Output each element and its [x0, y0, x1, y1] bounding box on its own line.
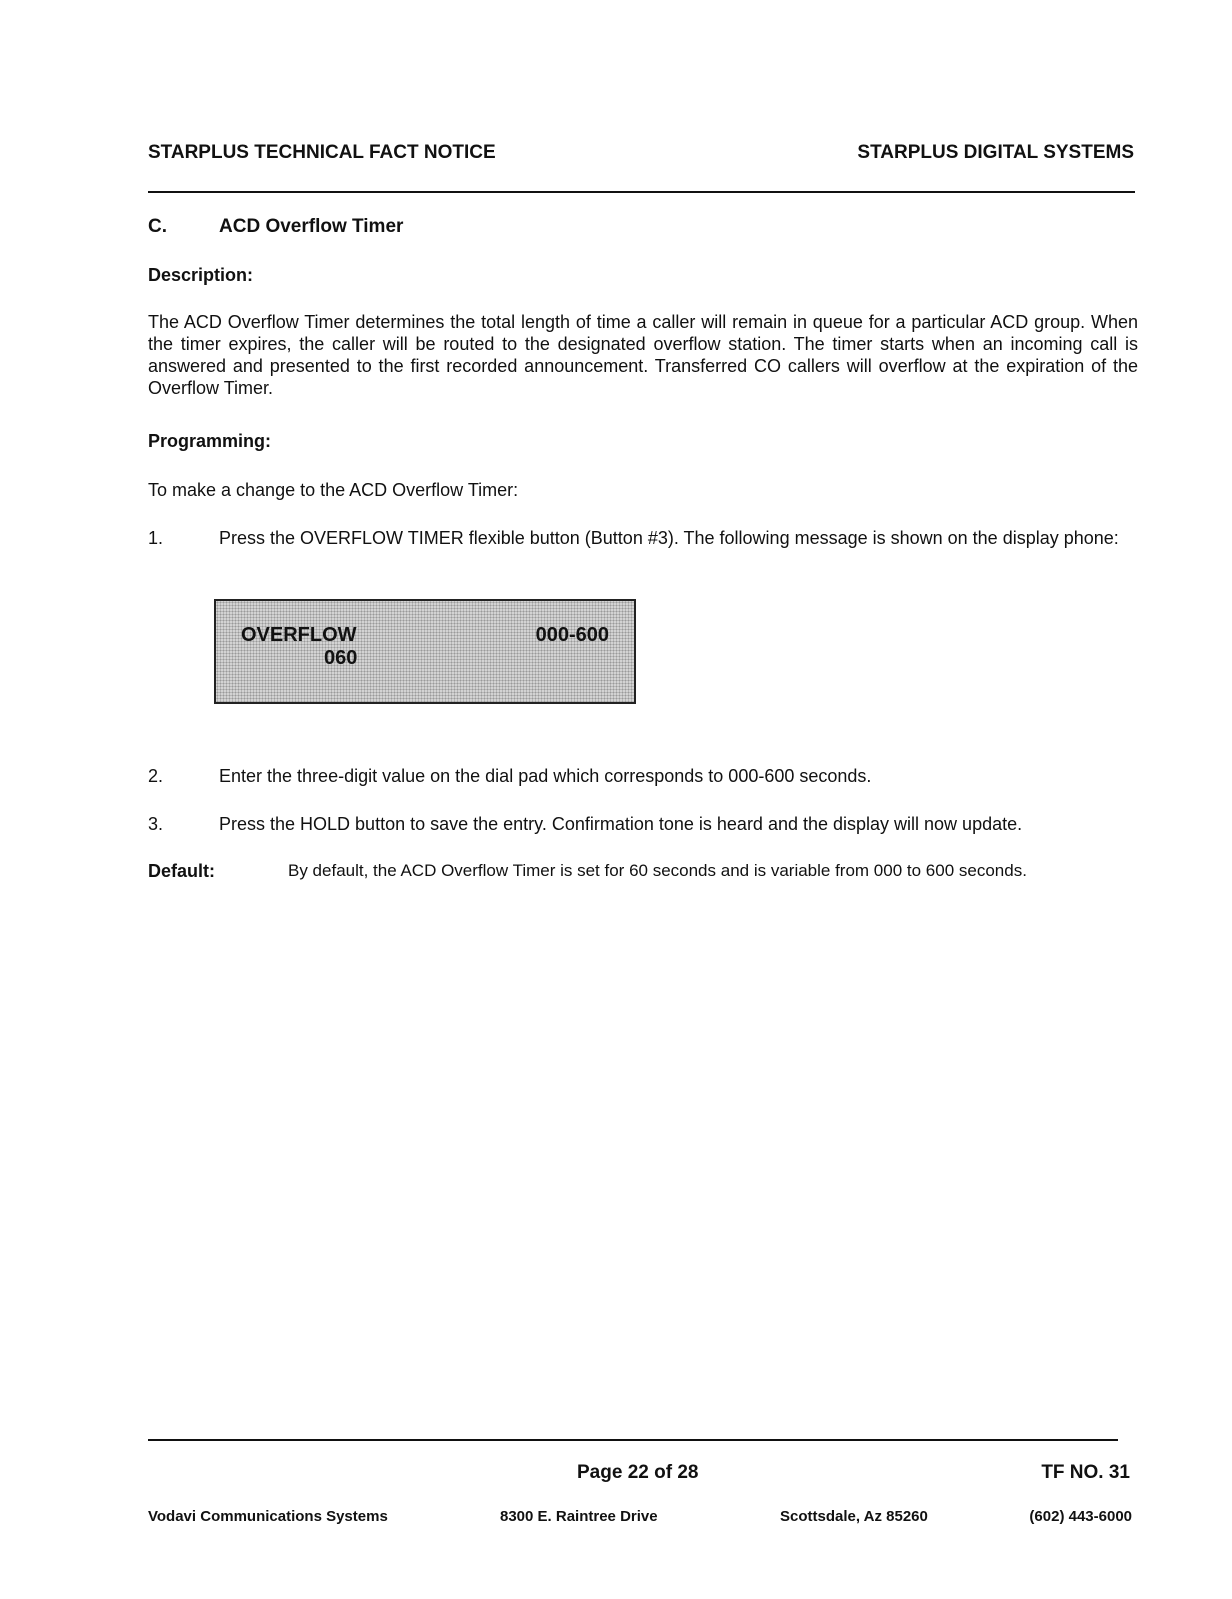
default-text: By default, the ACD Overflow Timer is set for 60 seconds and is variable from 000 to 600 seconds. — [288, 861, 1027, 880]
header-right-title: STARPLUS DIGITAL SYSTEMS — [857, 142, 1134, 163]
header-divider — [148, 191, 1135, 193]
step-1-text: Press the OVERFLOW TIMER flexible button (Button #3). The following message is shown on the display phone: — [219, 528, 1119, 548]
header-left-title: STARPLUS TECHNICAL FACT NOTICE — [148, 142, 496, 163]
programming-heading: Programming: — [148, 431, 272, 451]
footer-phone: (602) 443-6000 — [1029, 1508, 1132, 1525]
description-text: The ACD Overflow Timer determines the total length of time a caller will remain in queue for a particular ACD group. When the timer expires, the caller will be routed to the designated overflow station. The timer starts when an incoming call is answered and presented to the first recorded announcement. Transferred CO callers will overflow at the expiration of the Overflow Timer. — [148, 312, 1138, 398]
programming-intro: To make a change to the ACD Overflow Timer: — [148, 480, 519, 500]
phone-display — [214, 599, 636, 704]
footer-street: 8300 E. Raintree Drive — [500, 1508, 658, 1525]
display-line1-range: 000-600 — [535, 624, 609, 646]
page-number: Page 22 of 28 — [577, 1462, 699, 1483]
default-label: Default: — [148, 861, 215, 881]
step-1-number: 1. — [148, 528, 164, 548]
display-line2-value: 060 — [324, 647, 358, 669]
footer-divider — [148, 1439, 1118, 1441]
step-2-text: Enter the three-digit value on the dial pad which corresponds to 000-600 seconds. — [219, 766, 872, 786]
footer-city: Scottsdale, Az 85260 — [780, 1508, 928, 1525]
section-title: ACD Overflow Timer — [219, 216, 404, 237]
step-3-number: 3. — [148, 814, 164, 834]
display-line1-label: OVERFLOW — [241, 624, 357, 646]
step-3-text: Press the HOLD button to save the entry. Confirmation tone is heard and the display will now update. — [219, 814, 1023, 834]
step-2-number: 2. — [148, 766, 164, 786]
section-letter: C. — [148, 216, 167, 237]
description-heading: Description: — [148, 265, 254, 285]
footer-company: Vodavi Communications Systems — [148, 1508, 388, 1525]
tf-number: TF NO. 31 — [1041, 1462, 1130, 1483]
